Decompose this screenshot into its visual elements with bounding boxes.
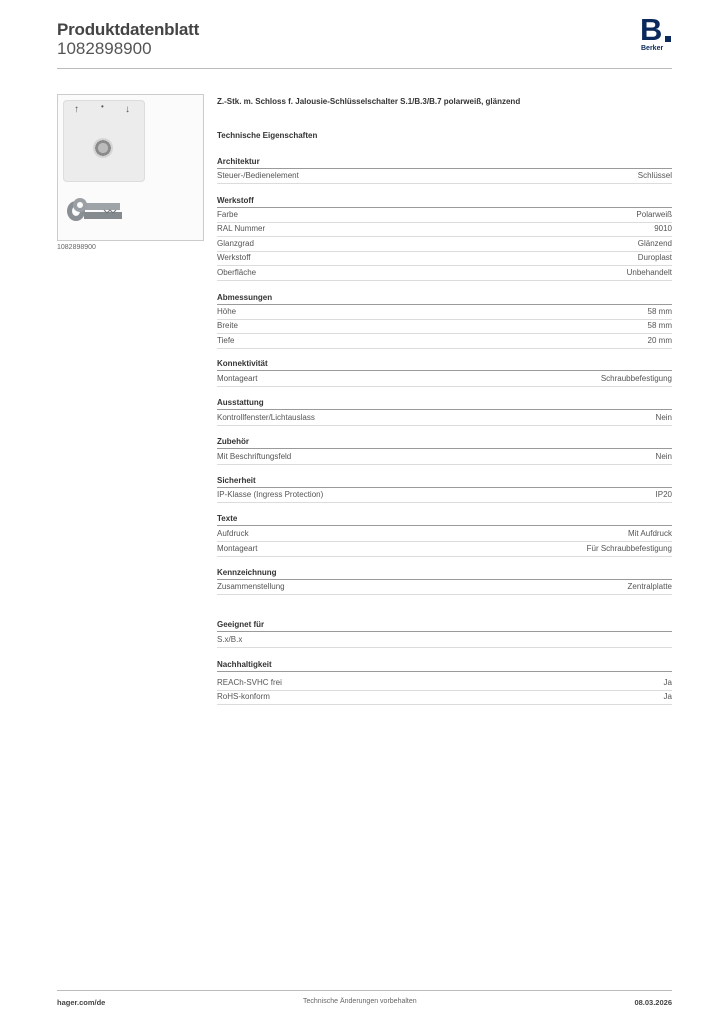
dot-icon: • [101,102,104,111]
section-title: Werkstoff [217,196,254,205]
property-label: RoHS-konform [217,692,270,701]
table-row [217,208,672,223]
section-rule [217,671,672,672]
footer-divider [57,990,672,991]
property-label: Kontrollfenster/Lichtauslass [217,413,315,422]
product-description: Z.-Stk. m. Schloss f. Jalousie-Schlüsselschalter S.1/B.3/B.7 polarweiß, glänzend [217,97,521,106]
property-value: Schraubbefestigung [600,374,672,383]
section-rule [217,409,672,410]
section-title: Architektur [217,157,260,166]
section-title: Geeignet für [217,620,265,629]
lock-cylinder-icon [93,138,113,158]
section-title: Konnektivität [217,359,268,368]
property-label: Zusammenstellung [217,582,285,591]
property-label: Mit Beschriftungsfeld [217,452,292,461]
property-value: Für Schraubbefestigung [586,544,672,553]
section-rule [217,370,672,371]
table-row [217,319,672,334]
property-value: Zentralplatte [627,582,672,591]
property-value: IP20 [655,490,672,499]
product-number: 1082898900 [57,39,152,58]
property-label: Tiefe [217,336,235,345]
section-rule [217,631,672,632]
keys-icon [64,189,128,229]
image-caption: 1082898900 [57,244,96,251]
property-value: Duroplast [637,253,672,262]
property-label: Farbe [217,210,238,219]
property-value: 58 mm [647,307,672,316]
property-label: IP-Klasse (Ingress Protection) [217,490,324,499]
table-row [217,527,672,542]
property-value: Schlüssel [637,171,672,180]
property-label: Steuer-/Bedienelement [217,171,299,180]
table-row [217,169,672,184]
arrow-down-icon: ↓ [125,104,130,115]
table-row [217,334,672,349]
property-label: Breite [217,321,238,330]
table-row [217,542,672,557]
table-row [217,411,672,426]
logo-name: Berker [641,45,664,52]
header-divider [57,68,672,69]
section-title: Zubehör [217,437,249,446]
section-title: Abmessungen [217,293,273,302]
table-row [217,580,672,595]
property-label: Oberfläche [217,268,257,277]
footer-date: 08.03.2026 [634,998,672,1007]
table-row [217,488,672,503]
property-value: Unbehandelt [626,268,672,277]
berker-logo [638,12,676,56]
property-value: Glänzend [637,239,672,248]
property-label: Höhe [217,307,237,316]
property-value: Mit Aufdruck [627,529,672,538]
page-title: Produktdatenblatt [57,20,200,39]
property-label: Aufdruck [217,529,249,538]
property-value: Nein [655,413,672,422]
logo-dot [665,36,671,42]
property-value: Ja [663,678,672,687]
property-value: Polarweiß [636,210,672,219]
section-title: Ausstattung [217,398,264,407]
cover-plate [63,100,145,182]
product-image [57,94,204,241]
property-label: REACh-SVHC frei [217,678,282,687]
property-value: Ja [663,692,672,701]
table-row [217,251,672,266]
property-label: Werkstoff [217,253,251,262]
section-title: Texte [217,514,238,523]
property-label: Montageart [217,544,258,553]
table-row [217,690,672,705]
table-row [217,450,672,465]
table-row [217,222,672,237]
arrow-up-icon: ↑ [74,104,79,115]
section-rule [217,525,672,526]
property-value: 20 mm [647,336,672,345]
section-title: Nachhaltigkeit [217,660,272,669]
table-row [217,676,672,691]
table-row [217,372,672,387]
footer-website: hager.com/de [57,998,106,1007]
section-title: Sicherheit [217,476,256,485]
property-label: Montageart [217,374,258,383]
table-row [217,266,672,281]
footer-notice: Technische Änderungen vorbehalten [303,998,417,1005]
property-value: 9010 [654,224,672,233]
logo-letter: B [640,12,663,47]
table-row [217,633,672,648]
property-value: Nein [655,452,672,461]
property-label: Glanzgrad [217,239,254,248]
properties-heading: Technische Eigenschaften [217,131,318,140]
section-title: Kennzeichnung [217,568,277,577]
section-rule [217,448,672,449]
property-label: S.x/B.x [217,635,243,644]
property-label: RAL Nummer [217,224,266,233]
property-value: 58 mm [647,321,672,330]
table-row [217,237,672,252]
table-row [217,305,672,320]
